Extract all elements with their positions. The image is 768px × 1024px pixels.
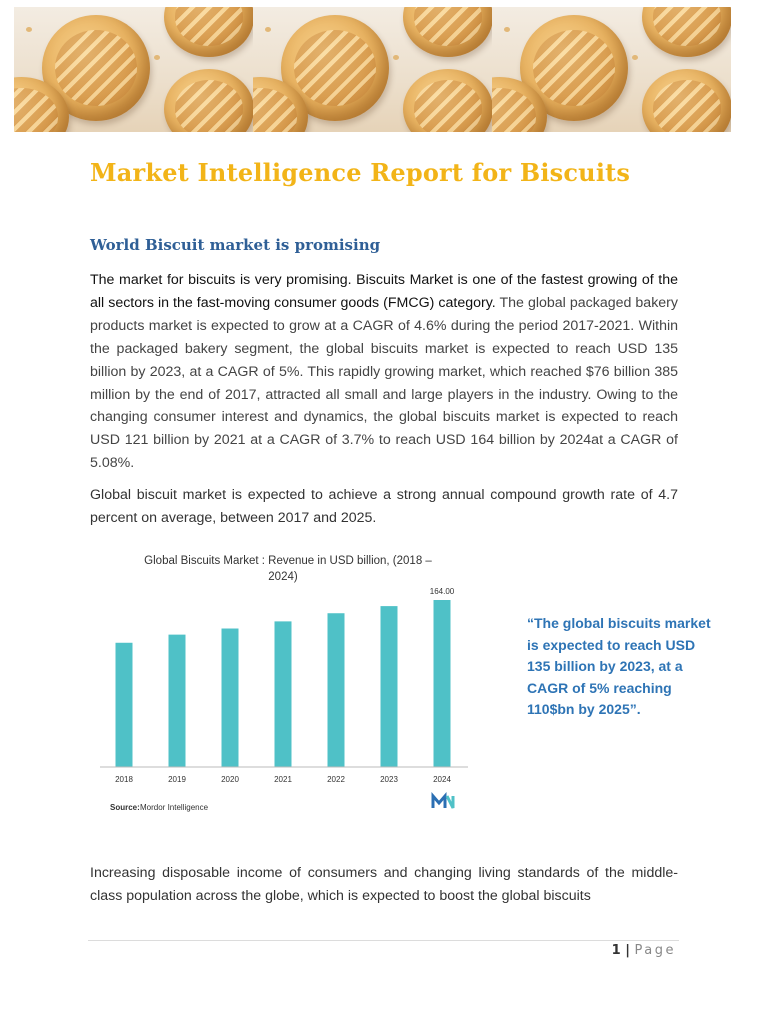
source-label: Source: <box>110 803 140 812</box>
x-tick-label: 2022 <box>327 775 345 784</box>
source-text: Mordor Intelligence <box>140 803 209 812</box>
page-word: Page <box>634 943 676 958</box>
page-separator: | <box>620 943 635 958</box>
page-number: 1 <box>611 943 621 958</box>
paragraph-intro: The market for biscuits is very promising. <box>90 272 357 288</box>
body-paragraph: Global biscuit market is expected to achieve a strong annual compound growth rate of 4.7 percent on average, between 2017 and 2025. <box>90 487 678 526</box>
cookie-photo-tile <box>492 7 731 132</box>
paragraph-highlight: Biscuits Market is one of the fastest growing of the all sectors in the fast-moving consumer goods (FMCG) category. <box>90 272 678 311</box>
x-tick-label: 2020 <box>221 775 239 784</box>
paragraph-rest: The global packaged bakery products market is expected to grow at a CAGR of 4.6% during the period 2017-2021. Within the packaged bakery segment, the global biscuits market is expected to reach USD 135 billion by 2023, at a CAGR of 5%. This rapidly growing market, which reached $76 billion 385 million by the end of 2017, attracted all small and large players in the industry. Owing to the changing consumer interest and dynamics, the global biscuits market is expected to reach USD 121 billion by 2021 at a CAGR of 3.7% to reach USD 164 billion by 2024at a CAGR of 5.08%. <box>90 294 679 472</box>
chart-title-line2: 2024) <box>268 571 298 583</box>
section-heading: World Biscuit market is promising <box>90 236 381 254</box>
bar-2022 <box>328 613 345 767</box>
chart-canvas <box>90 545 490 825</box>
bar-2024 <box>434 600 451 767</box>
cookie-photo-tile <box>253 7 492 132</box>
x-tick-label: 2023 <box>380 775 398 784</box>
bar-2021 <box>275 621 292 767</box>
x-tick-label: 2024 <box>433 775 451 784</box>
bar-2023 <box>381 606 398 767</box>
body-paragraph <box>90 269 678 475</box>
revenue-bar-chart <box>90 545 490 825</box>
x-tick-label: 2021 <box>274 775 292 784</box>
page-title: Market Intelligence Report for Biscuits <box>90 158 631 187</box>
x-tick-label: 2019 <box>168 775 186 784</box>
pull-quote: “The global biscuits market is expected to reach USD 135 billion by 2023, at a CAGR of 5% reaching 110$bn by 2025”. <box>527 615 711 718</box>
cookie-banner-image <box>14 7 731 132</box>
mordor-logo <box>433 796 453 808</box>
bar-2019 <box>169 635 186 767</box>
bar-2018 <box>116 643 133 767</box>
cookie-photo-tile <box>14 7 253 132</box>
bar-2020 <box>222 629 239 767</box>
x-tick-label: 2018 <box>115 775 133 784</box>
body-paragraph: Increasing disposable income of consumers and changing living standards of the middle-class population across the globe, which is expected to boost the global biscuits <box>90 865 678 904</box>
footer-divider <box>88 940 679 941</box>
data-label: 164.00 <box>429 587 455 596</box>
page-footer <box>612 943 676 958</box>
chart-title-line1: Global Biscuits Market : Revenue in USD billion, (2018 – <box>144 555 432 567</box>
